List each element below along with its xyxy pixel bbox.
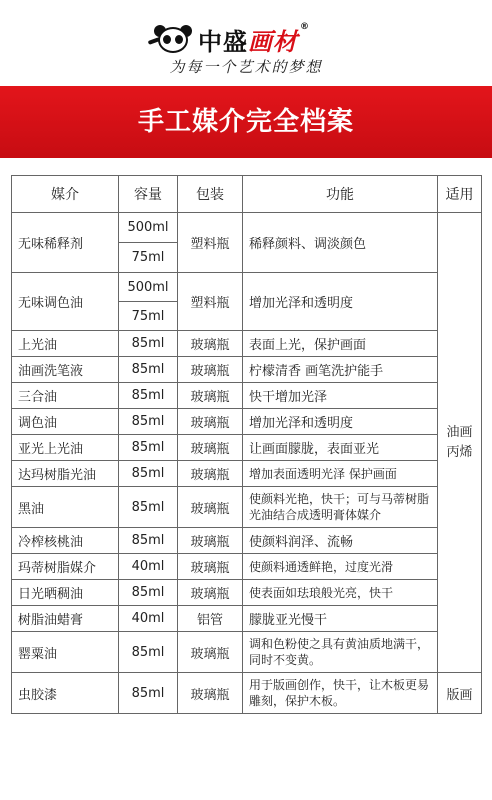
package-cell: 塑料瓶 — [178, 213, 243, 273]
package-cell: 玻璃瓶 — [178, 673, 243, 714]
package-cell: 玻璃瓶 — [178, 554, 243, 580]
volume-cell: 40ml — [119, 606, 178, 632]
medium-cell: 油画洗笔液 — [12, 357, 119, 383]
medium-cell: 上光油 — [12, 331, 119, 357]
header-function: 功能 — [243, 176, 438, 213]
usage-cell-oil: 油画丙烯 — [438, 213, 482, 673]
function-cell: 稀释颜料、调淡颜色 — [243, 213, 438, 273]
medium-cell: 达玛树脂光油 — [12, 461, 119, 487]
medium-cell: 亚光上光油 — [12, 435, 119, 461]
volume-cell: 85ml — [119, 383, 178, 409]
package-cell: 玻璃瓶 — [178, 357, 243, 383]
package-cell: 玻璃瓶 — [178, 461, 243, 487]
package-cell: 玻璃瓶 — [178, 435, 243, 461]
volume-cell: 85ml — [119, 673, 178, 714]
function-cell: 柠檬清香 画笔洗护能手 — [243, 357, 438, 383]
registered-mark: ® — [300, 22, 310, 32]
volume-cell: 85ml — [119, 435, 178, 461]
function-cell: 快干增加光泽 — [243, 383, 438, 409]
header-medium: 媒介 — [12, 176, 119, 213]
function-cell: 表面上光，保护画面 — [243, 331, 438, 357]
media-table — [11, 175, 482, 714]
package-cell: 玻璃瓶 — [178, 580, 243, 606]
medium-cell: 无味稀释剂 — [12, 213, 119, 273]
header-package: 包装 — [178, 176, 243, 213]
volume-cell: 85ml — [119, 632, 178, 673]
volume-cell: 85ml — [119, 461, 178, 487]
package-cell: 玻璃瓶 — [178, 409, 243, 435]
function-cell: 增加表面透明光泽 保护画面 — [243, 461, 438, 487]
medium-cell: 黑油 — [12, 487, 119, 528]
package-cell: 玻璃瓶 — [178, 632, 243, 673]
table-row — [12, 273, 482, 302]
package-cell: 玻璃瓶 — [178, 331, 243, 357]
header — [0, 0, 492, 86]
volume-cell: 85ml — [119, 580, 178, 606]
function-cell: 使颜料光艳，快干；可与马蒂树脂光油结合成透明膏体媒介 — [243, 487, 438, 528]
brand-name: 中盛画材® — [198, 22, 310, 56]
medium-cell: 调色油 — [12, 409, 119, 435]
medium-cell: 玛蒂树脂媒介 — [12, 554, 119, 580]
brand-slogan: 为每一个艺术的梦想 — [169, 58, 323, 76]
package-cell: 塑料瓶 — [178, 273, 243, 331]
medium-cell: 日光晒稠油 — [12, 580, 119, 606]
function-cell: 使颜料润泽、流畅 — [243, 528, 438, 554]
package-cell: 玻璃瓶 — [178, 487, 243, 528]
table-row — [12, 673, 482, 714]
volume-cell: 85ml — [119, 357, 178, 383]
header-usage: 适用 — [438, 176, 482, 213]
function-cell: 调和色粉使之具有黄油质地满干，同时不变黄。 — [243, 632, 438, 673]
brand-logo — [148, 22, 310, 57]
usage-cell-print: 版画 — [438, 673, 482, 714]
title-banner — [0, 86, 492, 158]
panda-logo-icon — [148, 25, 198, 55]
medium-cell: 虫胶漆 — [12, 673, 119, 714]
volume-cell: 75ml — [119, 243, 178, 273]
medium-cell: 无味调色油 — [12, 273, 119, 331]
package-cell: 玻璃瓶 — [178, 383, 243, 409]
function-cell: 使颜料通透鲜艳，过度光滑 — [243, 554, 438, 580]
function-cell: 让画面朦胧，表面亚光 — [243, 435, 438, 461]
volume-cell: 40ml — [119, 554, 178, 580]
volume-cell: 85ml — [119, 528, 178, 554]
function-cell: 增加光泽和透明度 — [243, 409, 438, 435]
volume-cell: 85ml — [119, 487, 178, 528]
volume-cell: 500ml — [119, 213, 178, 243]
table-header-row — [12, 176, 482, 213]
page-title: 手工媒介完全档案 — [137, 107, 354, 137]
header-volume: 容量 — [119, 176, 178, 213]
package-cell: 铝管 — [178, 606, 243, 632]
function-cell: 用于版画创作，快干，让木板更易雕刻，保护木板。 — [243, 673, 438, 714]
function-cell: 增加光泽和透明度 — [243, 273, 438, 331]
function-cell: 使表面如珐琅般光亮，快干 — [243, 580, 438, 606]
function-cell: 朦胧亚光慢干 — [243, 606, 438, 632]
package-cell: 玻璃瓶 — [178, 528, 243, 554]
volume-cell: 500ml — [119, 273, 178, 302]
medium-cell: 冷榨核桃油 — [12, 528, 119, 554]
volume-cell: 75ml — [119, 302, 178, 331]
medium-cell: 三合油 — [12, 383, 119, 409]
medium-cell: 树脂油蜡膏 — [12, 606, 119, 632]
volume-cell: 85ml — [119, 409, 178, 435]
medium-cell: 罂粟油 — [12, 632, 119, 673]
table-row — [12, 213, 482, 243]
volume-cell: 85ml — [119, 331, 178, 357]
